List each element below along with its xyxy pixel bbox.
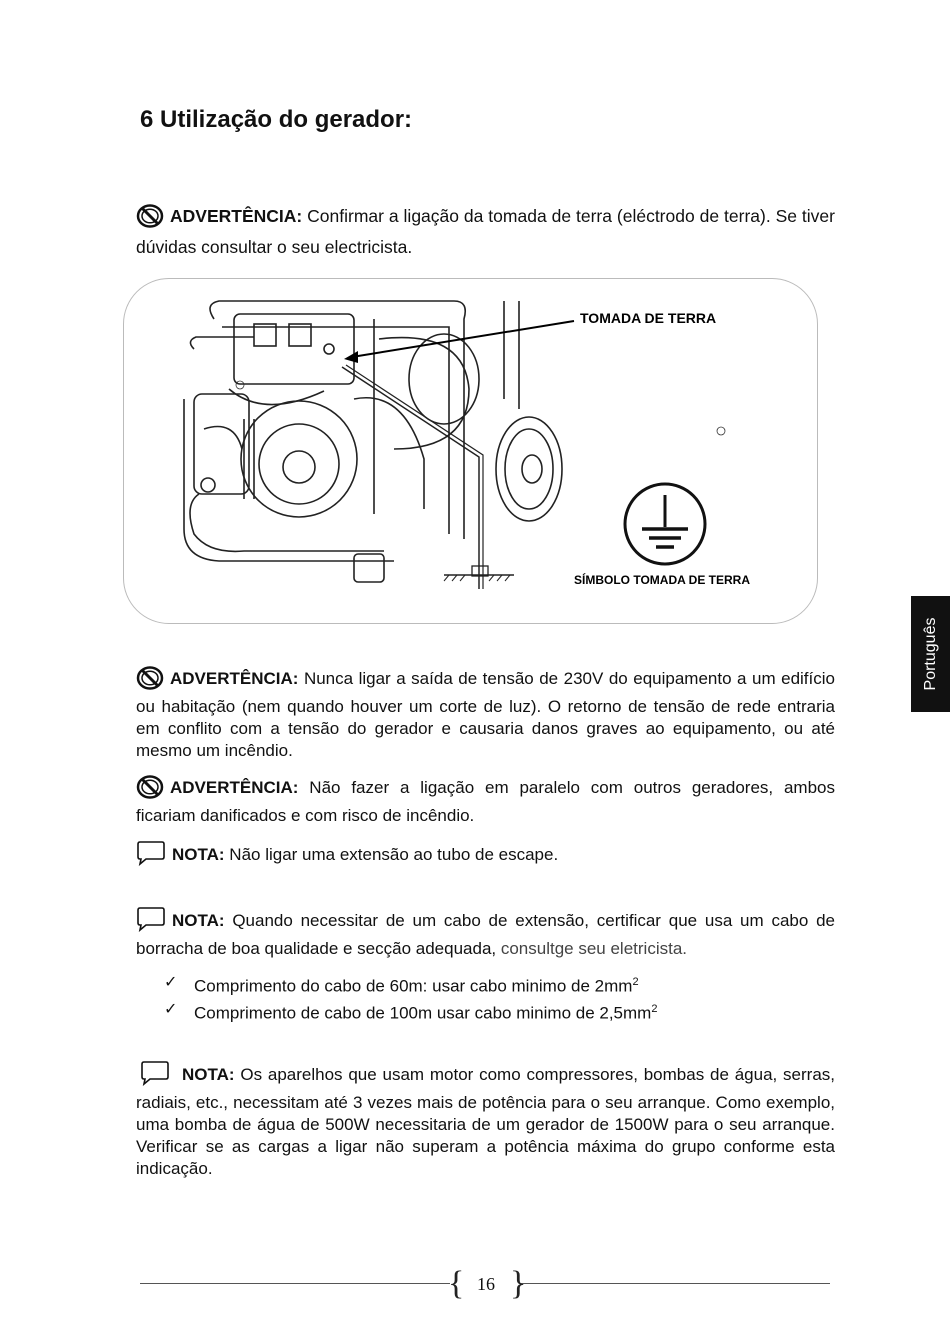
warning-text: Confirmar a ligação da tomada de terra (eléctrodo de terra). Se tiver dúvidas consultar o seu electricista. [136, 206, 835, 257]
note-speech-bubble-icon [136, 906, 166, 938]
page-number-bracket-left: { [448, 1265, 465, 1302]
warning-text: Nunca ligar a saída de tensão de 230V do equipamento a um edifício ou habitação (nem quando houver um corte de luz). O retorno de tensão de rede entraria em conflito com a tensão do gerador e causaria danos graves ao equipamento, ou até mesmo um incêndio. [136, 669, 835, 760]
warning-label: ADVERTÊNCIA: [170, 778, 299, 797]
note-label: NOTA: [172, 845, 225, 864]
note-motor-startup-paragraph [136, 1060, 835, 1180]
warning-label: ADVERTÊNCIA: [170, 206, 303, 226]
ground-symbol-icon [622, 481, 708, 572]
note-speech-bubble-icon [136, 840, 166, 872]
generator-ground-figure [123, 278, 818, 624]
warning-ground-paragraph [136, 204, 835, 260]
language-tab-label: Português [921, 617, 939, 691]
prohibition-icon [136, 666, 164, 696]
warning-text: Não fazer a ligação em paralelo com outros geradores, ambos ficariam danificados e com risco de incêndio. [136, 778, 835, 825]
page-title: 6 Utilização do gerador: [140, 106, 413, 133]
footer-rule-right [520, 1283, 830, 1284]
note-speech-bubble-icon [140, 1060, 170, 1092]
note-label: NOTA: [172, 911, 225, 930]
warning-backfeed-paragraph [136, 666, 835, 762]
list-item: ✓ Comprimento do cabo de 60m: usar cabo minimo de $2mm^2$ [164, 971, 657, 998]
ground-socket-label: TOMADA DE TERRA [580, 310, 717, 326]
language-tab [911, 596, 950, 712]
footer-rule-left [140, 1283, 450, 1284]
note-text-muted: consultge seu eletricista. [496, 939, 688, 958]
list-item: ✓ Comprimento de cabo de 100m usar cabo minimo de $2,5mm^2$ [164, 998, 657, 1025]
prohibition-icon [136, 204, 164, 235]
page-number-bracket-right: } [510, 1265, 527, 1302]
page-number: 16 [477, 1274, 495, 1294]
note-exhaust-paragraph [136, 840, 835, 872]
prohibition-icon [136, 775, 164, 805]
note-label: NOTA: [182, 1065, 235, 1084]
generator-illustration [124, 279, 817, 623]
ground-symbol-label: SÍMBOLO TOMADA DE TERRA [574, 573, 750, 587]
note-text: Os aparelhos que usam motor como compressores, bombas de água, serras, radiais, etc., necessitam até 3 vezes mais de potência para o seu arranque. Como exemplo, uma bomba de água de 500W necessitaria de um gerador de 1500W para o seu arranque. Verificar se as cargas a ligar não superam a potência máxima do grupo conforme esta indicação. [136, 1065, 835, 1178]
warning-parallel-paragraph [136, 775, 835, 827]
note-text: Quando necessitar de um cabo de extensão, certificar que usa um cabo de borracha de boa qualidade e secção adequada, [136, 911, 835, 958]
cable-length-list [164, 971, 657, 1024]
warning-label: ADVERTÊNCIA: [170, 669, 299, 688]
note-text: Não ligar uma extensão ao tubo de escape. [224, 845, 559, 864]
note-extension-cable-paragraph [136, 906, 835, 960]
